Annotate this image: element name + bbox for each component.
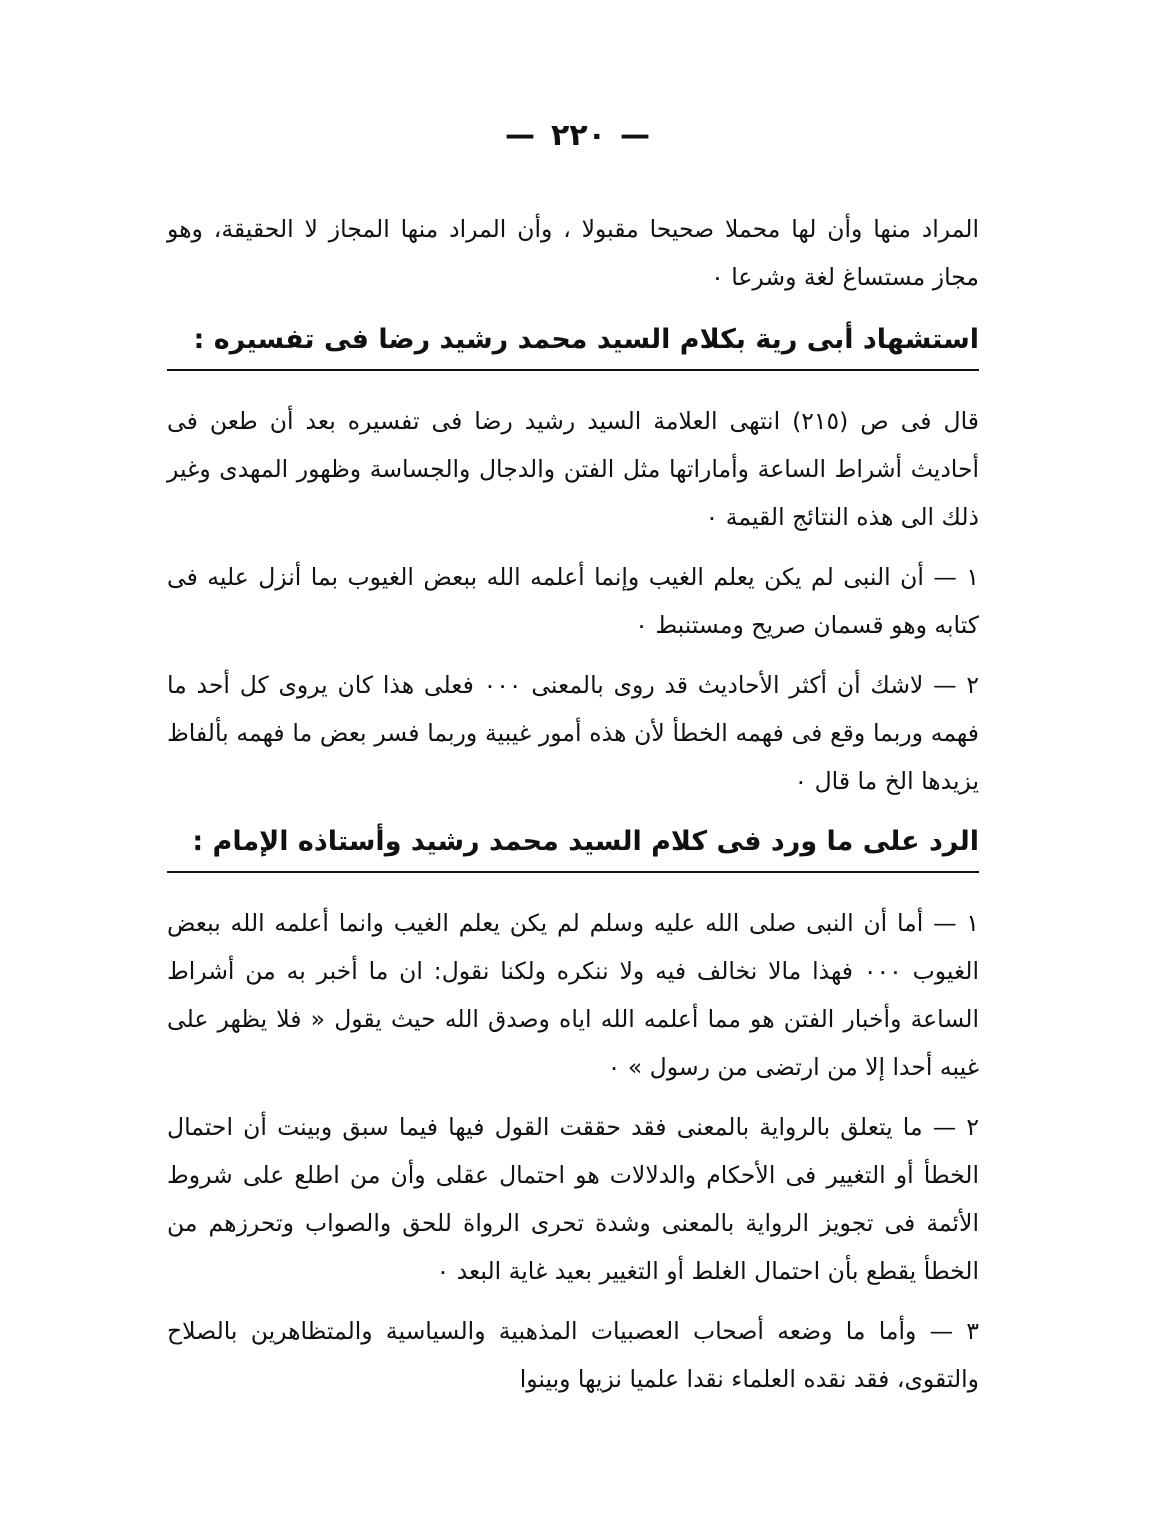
response-point-3: ٣ — وأما ما وضعه أصحاب العصبيات المذهبية والسياسية والمتظاهرين بالصلاح والتقوى، فقد نقده العلماء نقدا علميا نزيها وبينوا: [167, 1317, 979, 1393]
section-heading-abu-rayya-citation: استشهاد أبى رية بكلام السيد محمد رشيد رضا فى تفسيره :: [167, 315, 979, 371]
response-point-2: ٢ — ما يتعلق بالرواية بالمعنى فقد حققت القول فيها فيما سبق وبينت أن احتمال الخطأ أو التغيير فى الأحكام والدلالات هو احتمال عقلى وأن من اطلع على شروط الأئمة فى تجويز الرواية بالمعنى وشدة تحرى الرواة للحق والصواب وتحرزهم من الخطأ يقطع بأن احتمال الغلط أو التغيير بعيد غاية البعد ٠: [167, 1113, 979, 1285]
page-body: [167, 205, 979, 1415]
intro-paragraph: المراد منها وأن لها محملا صحيحا مقبولا ، وأن المراد منها المجاز لا الحقيقة، وهو مجاز مستساغ لغة وشرعا ٠: [167, 215, 979, 291]
quote-point-2: ٢ — لاشك أن أكثر الأحاديث قد روى بالمعنى ٠٠٠ فعلى هذا كان يروى كل أحد ما فهمه وربما وقع فى فهمه الخطأ لأن هذه أمور غيبية وربما فسر بعض ما فهمه بألفاظ يزيدها الخ ما قال ٠: [167, 671, 980, 795]
section-heading-response: الرد على ما ورد فى كلام السيد محمد رشيد وأستاذه الإمام :: [167, 817, 979, 873]
dash-right: —: [619, 118, 652, 153]
page-number: [0, 118, 1157, 153]
quote-paragraph: قال فى ص (٢١٥) انتهى العلامة السيد رشيد رضا فى تفسيره بعد أن طعن فى أحاديث أشراط الساعة وأماراتها مثل الفتن والدجال والجساسة وظهور المهدى وغير ذلك الى هذه النتائج القيمة ٠: [167, 407, 979, 531]
quote-point-1: ١ — أن النبى لم يكن يعلم الغيب وإنما أعلمه الله ببعض الغيوب بما أنزل عليه فى كتابه وهو قسمان صريح ومستنبط ٠: [167, 563, 979, 639]
response-point-1: ١ — أما أن النبى صلى الله عليه وسلم لم يكن يعلم الغيب وانما أعلمه الله ببعض الغيوب ٠٠٠ فهذا مالا نخالف فيه ولا ننكره ولكنا نقول: ان ما أخبر به من أشراط الساعة وأخبار الفتن هو مما أعلمه الله اياه وصدق الله حيث يقول « فلا يظهر على غيبه أحدا إلا من ارتضى من رسول » ٠: [167, 909, 979, 1081]
dash-left: —: [505, 118, 538, 153]
page-number-value: ٢٢٠: [551, 118, 606, 153]
